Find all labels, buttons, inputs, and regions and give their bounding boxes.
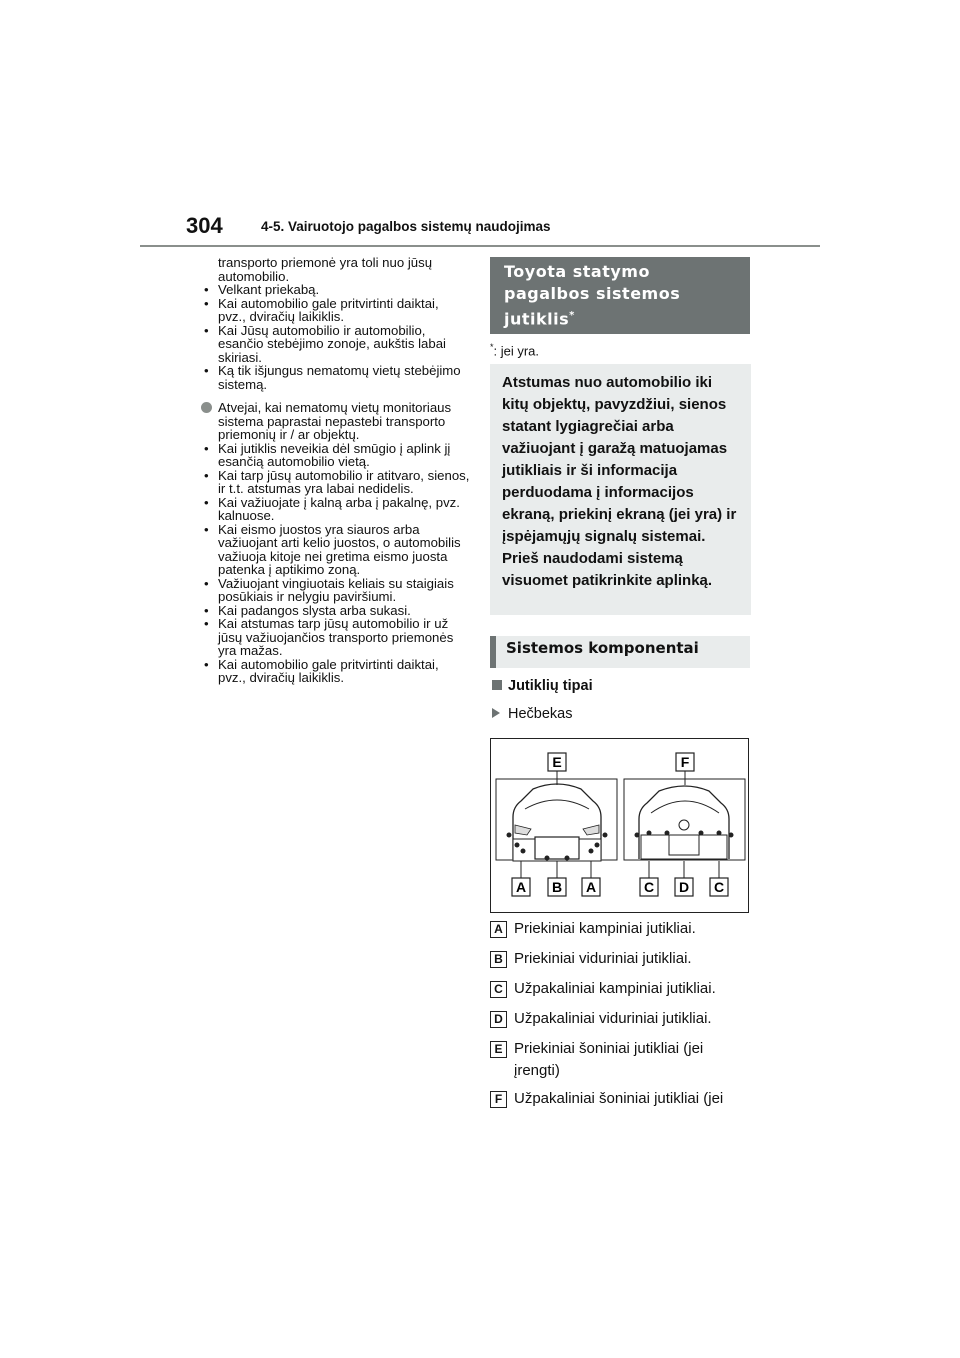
bullet-list-a (200, 283, 470, 391)
list-item: • Važiuojant vingiuotais keliais su staigiais posūkiais ir nelygiu paviršiumi. (204, 575, 454, 604)
sensor-diagram (490, 738, 749, 913)
triangle-bullet-icon (492, 708, 500, 718)
legend-item: F Užpakaliniai šoniniai jutikliai (jei (490, 1088, 750, 1118)
legend-item: E Priekiniai šoniniai jutikliai (jei įrengti) (490, 1038, 750, 1088)
list-item: • Ką tik išjungus nematomų vietų stebėjimo sistemą. (204, 363, 461, 392)
left-column (200, 256, 470, 685)
figure-label-b: B (551, 879, 563, 895)
list-item: • Kai Jūsų automobilio ir automobilio, esančio stebėjimo zonoje, aukštis labai skiriasi. (204, 322, 446, 365)
circle-list-item: Atvejai, kai nematomų vietų monitoriaus sistema paprastai nepastebi transporto priemonių ir / ar objektų. (200, 401, 470, 442)
list-item: • Kai jutiklis neveikia dėl smūgio į aplink jį esančią automobilio vietą. (204, 440, 451, 469)
list-item: • Kai automobilio gale pritvirtinti daiktai, pvz., dviračių laikiklis. (204, 656, 439, 685)
legend-item: D Užpakaliniai viduriniai jutikliai. (490, 1008, 750, 1038)
car-sensor-illustration (491, 739, 748, 912)
figure-label-f: F (680, 754, 690, 770)
section-heading: Sistemos komponentai (490, 636, 750, 668)
intro-box: Atstumas nuo automobilio iki kitų objektų, pavyzdžiui, sienos statant lygiagrečiai arba važiuojant į garažą matuojamas jutikliais ir ši informacija perduodama į informacijos ekraną, priekinį ekraną (jei yra) ir įspėjamųjų signalų sistemai. Prieš naudodami sistemą visuomet patikrinkite aplinką. (490, 364, 751, 615)
feature-title-line: pagalbos sistemos (504, 284, 681, 303)
figure-legend (490, 918, 750, 1118)
figure-label-d: D (678, 879, 690, 895)
legend-key-c: C (490, 981, 507, 998)
legend-item: B Priekiniai viduriniai jutikliai. (490, 948, 750, 978)
legend-item: A Priekiniai kampiniai jutikliai. (490, 918, 750, 948)
list-item: • Kai padangos slysta arba sukasi. (204, 602, 411, 618)
feature-title-line: Toyota statymo (504, 262, 650, 281)
legend-key-a: A (490, 921, 507, 938)
footnote: *: jei yra. (490, 342, 540, 359)
subheading: Jutiklių tipai (492, 678, 593, 694)
figure-label-c: C (713, 879, 725, 895)
legend-key-e: E (490, 1041, 507, 1058)
figure-label-a: A (585, 879, 597, 895)
list-item: • Kai tarp jūsų automobilio ir atitvaro, sienos, ir t.t. atstumas yra labai nedidelis. (204, 467, 470, 496)
feature-title-box (490, 257, 750, 334)
list-item: • Kai eismo juostos yra siauros arba važiuojant arti kelio juostos, o automobilis važiuoja kitoje nei gretima eismo juosta patenka į aptikimo zoną. (204, 521, 461, 577)
figure-label-e: E (552, 754, 562, 770)
sub-subheading: Hečbekas (492, 706, 572, 722)
square-bullet-icon (492, 680, 502, 690)
legend-key-b: B (490, 951, 507, 968)
bullet-list-b (200, 442, 470, 685)
figure-label-c: C (643, 879, 655, 895)
legend-item: C Užpakaliniai kampiniai jutikliai. (490, 978, 750, 1008)
continuation-text: transporto priemonė yra toli nuo jūsų automobilio. (218, 255, 433, 284)
page-number: 304 (186, 213, 223, 238)
header-rule (140, 245, 820, 247)
footnote-mark: * (569, 310, 575, 321)
feature-title-line: jutiklis* (504, 309, 575, 329)
legend-key-f: F (490, 1091, 507, 1108)
list-item: • Kai automobilio gale pritvirtinti daiktai, pvz., dviračių laikiklis. (204, 295, 439, 324)
figure-label-a: A (515, 879, 527, 895)
list-item: • Kai važiuojate į kalną arba į pakalnę, pvz. kalnuose. (204, 494, 460, 523)
legend-key-d: D (490, 1011, 507, 1028)
section-title: 4-5. Vairuotojo pagalbos sistemų naudojimas (261, 219, 551, 234)
list-item: • Kai atstumas tarp jūsų automobilio ir už jūsų važiuojančios transporto priemonės yra mažas. (204, 616, 454, 658)
list-item: • Velkant priekabą. (204, 282, 320, 297)
circle-bullet-icon (201, 402, 212, 413)
